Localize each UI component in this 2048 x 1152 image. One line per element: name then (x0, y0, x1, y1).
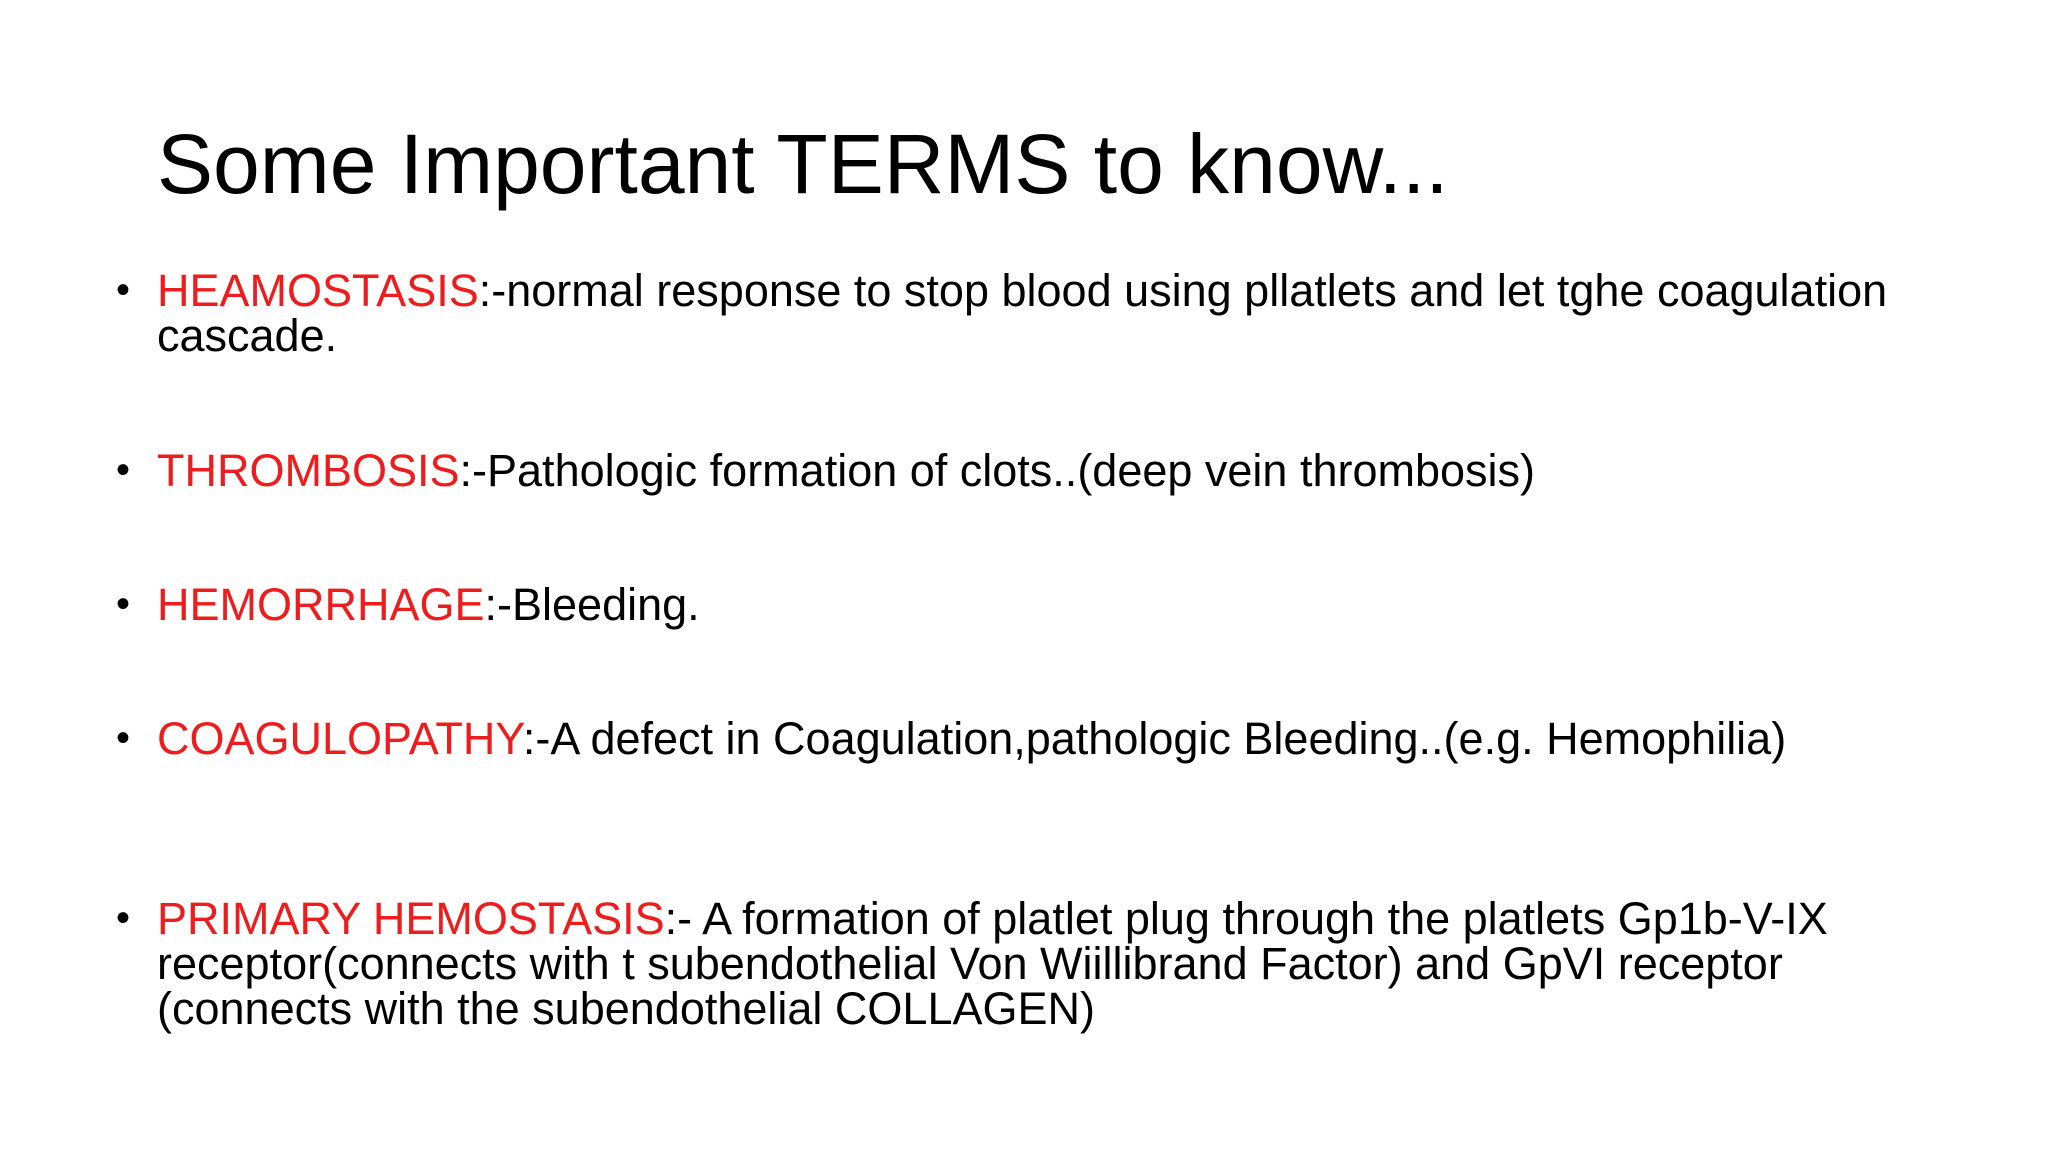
bullet-primary-hemostasis (116, 893, 1917, 1034)
term-definition: :-Pathologic formation of clots..(deep vein thrombosis) (459, 445, 1536, 496)
term-label: HEAMOSTASIS (157, 265, 479, 316)
slide-title: Some Important TERMS to know... (157, 117, 1449, 211)
bullet-dot-icon: • (116, 716, 131, 760)
bullet-dot-icon: • (116, 896, 131, 940)
term-definition: :- A formation of platlet plug through the platlets Gp1b-V-IX receptor(connects with t subendothelial Von Wiillibrand Factor) and GpVI receptor (connects with the subendothelial COLLAGEN) (157, 893, 1828, 1034)
bullet-heamostasis (116, 265, 1917, 361)
term-label: COAGULOPATHY (157, 713, 523, 764)
bullet-dot-icon: • (116, 268, 131, 312)
term-label: HEMORRHAGE (157, 579, 485, 630)
term-label: THROMBOSIS (157, 445, 460, 496)
term-definition: :-normal response to stop blood using pllatlets and let tghe coagulation cascade. (157, 265, 1888, 361)
bullet-hemorrhage (116, 579, 1917, 630)
term-label: PRIMARY HEMOSTASIS (157, 893, 665, 944)
bullet-coagulopathy (116, 713, 1917, 764)
bullet-thrombosis (116, 445, 1917, 496)
term-definition: :-Bleeding. (484, 579, 700, 630)
bullet-dot-icon: • (116, 448, 131, 492)
term-definition: :-A defect in Coagulation,pathologic Bleeding..(e.g. Hemophilia) (522, 713, 1787, 764)
bullet-dot-icon: • (116, 582, 131, 626)
